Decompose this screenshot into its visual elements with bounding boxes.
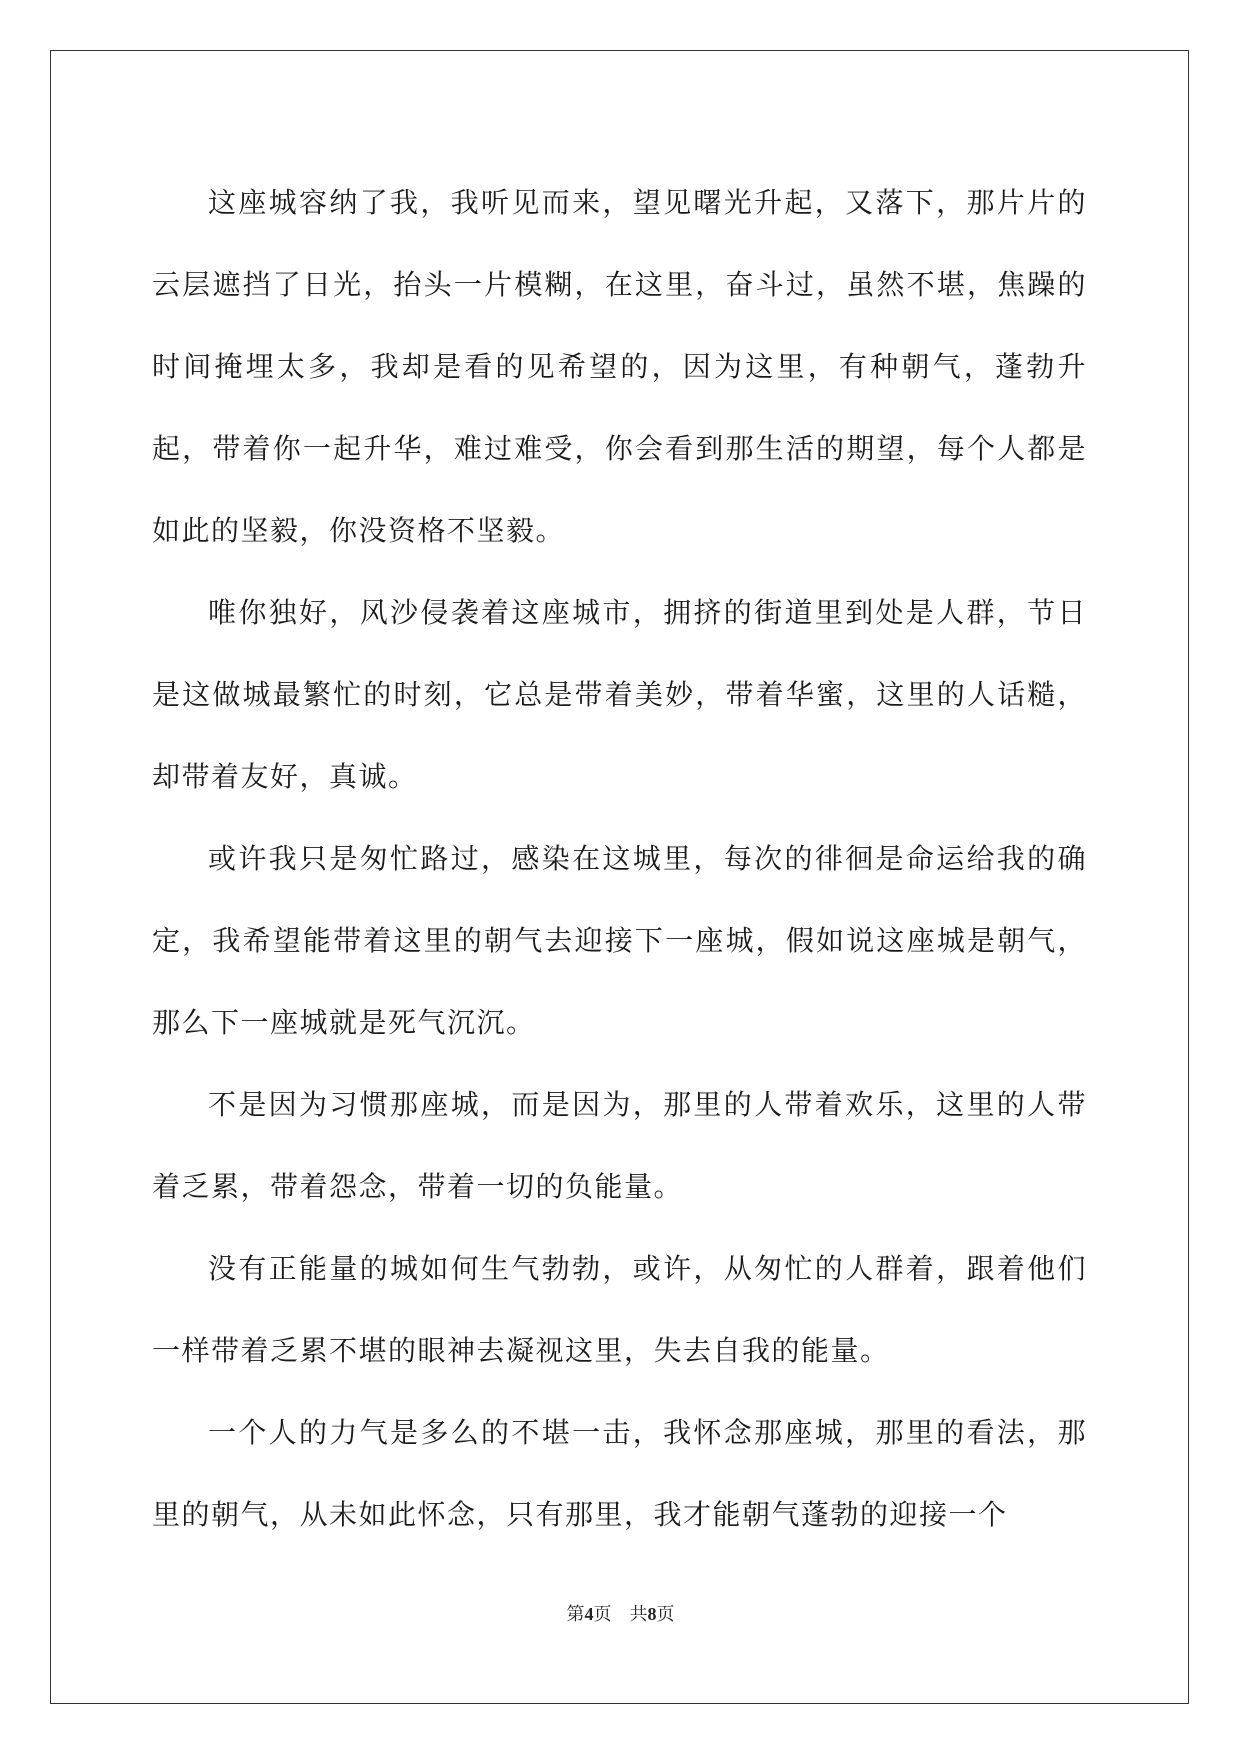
page-suffix: 页: [593, 1604, 612, 1624]
page-footer: [0, 1600, 1241, 1626]
total-page-number: 8: [647, 1604, 657, 1624]
page-prefix: 第: [566, 1604, 585, 1624]
paragraph-4: 不是因为习惯那座城，而是因为，那里的人带着欢乐，这里的人带着乏累，带着怨念，带着一切的负能量。: [152, 1088, 1087, 1203]
paragraph-1: 这座城容纳了我，我听见而来，望见曙光升起，又落下，那片片的云层遮挡了日光，抬头一片模糊，在这里，奋斗过，虽然不堪，焦躁的时间掩埋太多，我却是看的见希望的，因为这里，有种朝气，蓬勃升起，带着你一起升华，难过难受，你会看到那生活的期望，每个人都是如此的坚毅，你没资格不坚毅。: [152, 186, 1087, 547]
paragraph-5: 没有正能量的城如何生气勃勃，或许，从匆忙的人群着，跟着他们一样带着乏累不堪的眼神去凝视这里，失去自我的能量。: [152, 1252, 1087, 1367]
paragraph-2: 唯你独好，风沙侵袭着这座城市，拥挤的街道里到处是人群，节日是这做城最繁忙的时刻，它总是带着美妙，带着华蜜，这里的人话糙，却带着友好，真诚。: [152, 596, 1087, 793]
total-suffix: 页: [656, 1604, 675, 1624]
document-body: [152, 162, 1087, 1556]
current-page-number: 4: [584, 1604, 594, 1624]
paragraph-3: 或许我只是匆忙路过，感染在这城里，每次的徘徊是命运给我的确定，我希望能带着这里的朝气去迎接下一座城，假如说这座城是朝气，那么下一座城就是死气沉沉。: [152, 842, 1087, 1039]
total-prefix: 共: [629, 1604, 648, 1624]
paragraph-6: 一个人的力气是多么的不堪一击，我怀念那座城，那里的看法，那里的朝气，从未如此怀念，只有那里，我才能朝气蓬勃的迎接一个: [152, 1416, 1087, 1531]
